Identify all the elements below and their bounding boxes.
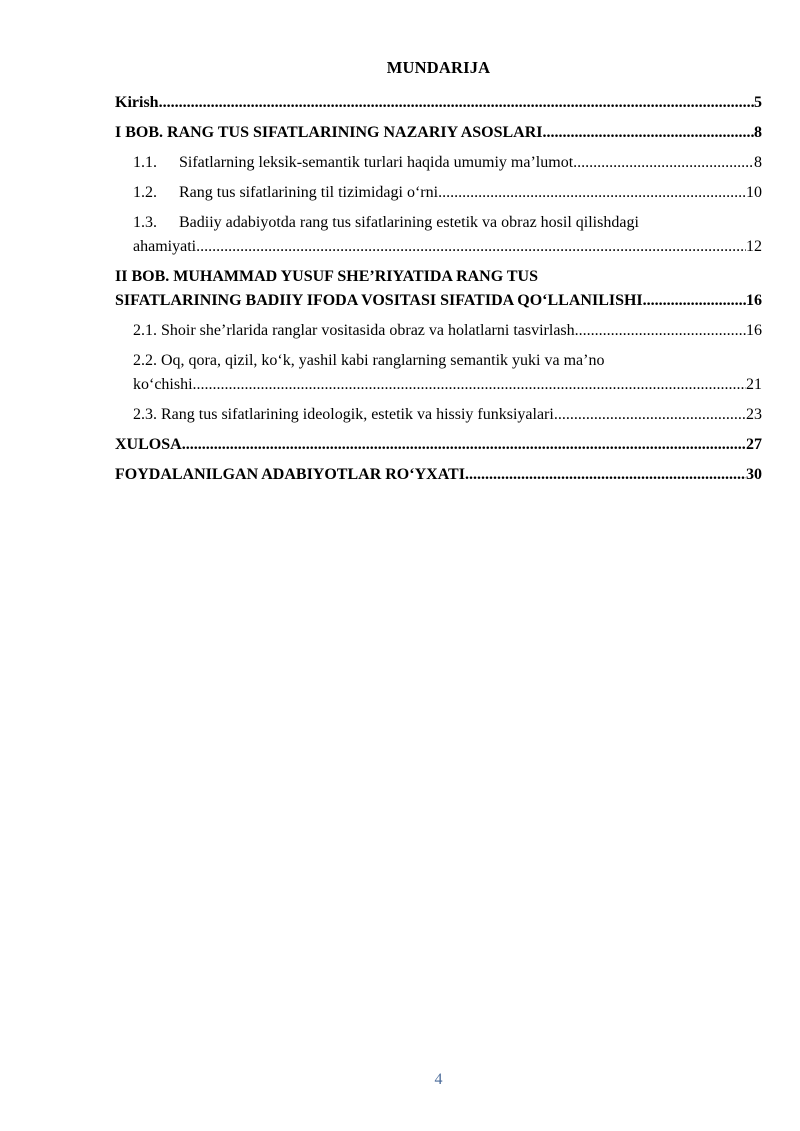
page-number: 4 — [434, 1071, 443, 1088]
dot-leader — [573, 151, 754, 175]
toc-entry-chapter-1[interactable] — [115, 121, 762, 145]
toc-section-number: 1.2. — [133, 184, 157, 201]
dot-leader — [554, 403, 746, 427]
page-title: MUNDARIJA — [386, 58, 491, 77]
toc-entry-text: Sifatlarning leksik-semantik turlari haqida umumiy ma’lumot — [179, 154, 574, 171]
toc-entry-text: Kirish — [115, 94, 159, 111]
toc-page-number: 27 — [746, 436, 762, 453]
toc-entry-text: 2.1. Shoir she’rlarida ranglar vositasida obraz va holatlarni tasvirlash — [133, 322, 575, 339]
toc-entry-text: I BOB. RANG TUS SIFATLARINING NAZARIY ASOSLARI — [115, 124, 543, 141]
toc-page-number: 10 — [746, 184, 762, 201]
toc-page-number: 8 — [754, 124, 762, 141]
dot-leader — [193, 373, 746, 397]
dot-leader — [438, 181, 746, 205]
toc-entry-2-1[interactable] — [115, 319, 762, 343]
dot-leader — [643, 289, 746, 313]
toc-entry-2-2[interactable] — [115, 349, 762, 397]
toc-entry-xulosa[interactable] — [115, 433, 762, 457]
dot-leader — [196, 235, 746, 259]
toc-entry-adabiyotlar[interactable] — [115, 463, 762, 487]
toc-entry-chapter-2[interactable] — [115, 265, 762, 313]
dot-leader — [182, 433, 746, 457]
toc-page-number: 16 — [746, 292, 762, 309]
toc-page-number: 16 — [746, 322, 762, 339]
toc-entry-kirish[interactable] — [115, 91, 762, 115]
toc-page-number: 23 — [746, 406, 762, 423]
dot-leader — [543, 121, 755, 145]
dot-leader — [575, 319, 746, 343]
toc-page-number: 8 — [754, 154, 762, 171]
toc-page-number: 12 — [746, 238, 762, 255]
toc-entry-2-3[interactable] — [115, 403, 762, 427]
toc-page-number: 30 — [746, 466, 762, 483]
toc-entry-text: XULOSA — [115, 436, 182, 453]
table-of-contents — [115, 91, 762, 493]
toc-entry-1-2[interactable] — [115, 181, 762, 205]
toc-page-number: 21 — [746, 376, 762, 393]
toc-entry-text-line-2: SIFATLARINING BADIIY IFODA VOSITASI SIFATIDA QO‘LLANILISHI — [115, 292, 643, 309]
toc-entry-1-3[interactable] — [115, 211, 762, 259]
toc-entry-text-line-1: 2.2. Oq, qora, qizil, ko‘k, yashil kabi ranglarning semantik yuki va ma’no — [133, 352, 605, 369]
dot-leader — [159, 91, 754, 115]
toc-entry-text-line-2: ko‘chishi — [133, 376, 193, 393]
toc-entry-text: 2.3. Rang tus sifatlarining ideologik, estetik va hissiy funksiyalari — [133, 406, 554, 423]
toc-entry-text-line-1: Badiiy adabiyotda rang tus sifatlarining estetik va obraz hosil qilishdagi — [179, 214, 639, 231]
toc-page-number: 5 — [754, 94, 762, 111]
toc-entry-text-line-2: ahamiyati — [133, 238, 197, 255]
toc-entry-text: Rang tus sifatlarining til tizimidagi o‘rni — [179, 184, 439, 201]
toc-entry-1-1[interactable] — [115, 151, 762, 175]
dot-leader — [465, 463, 746, 487]
toc-entry-text-line-1: II BOB. MUHAMMAD YUSUF SHE’RIYATIDA RANG TUS — [115, 268, 539, 285]
toc-section-number: 1.3. — [133, 214, 157, 231]
toc-section-number: 1.1. — [133, 154, 157, 171]
toc-entry-text: FOYDALANILGAN ADABIYOTLAR RO‘YXATI — [115, 466, 465, 483]
